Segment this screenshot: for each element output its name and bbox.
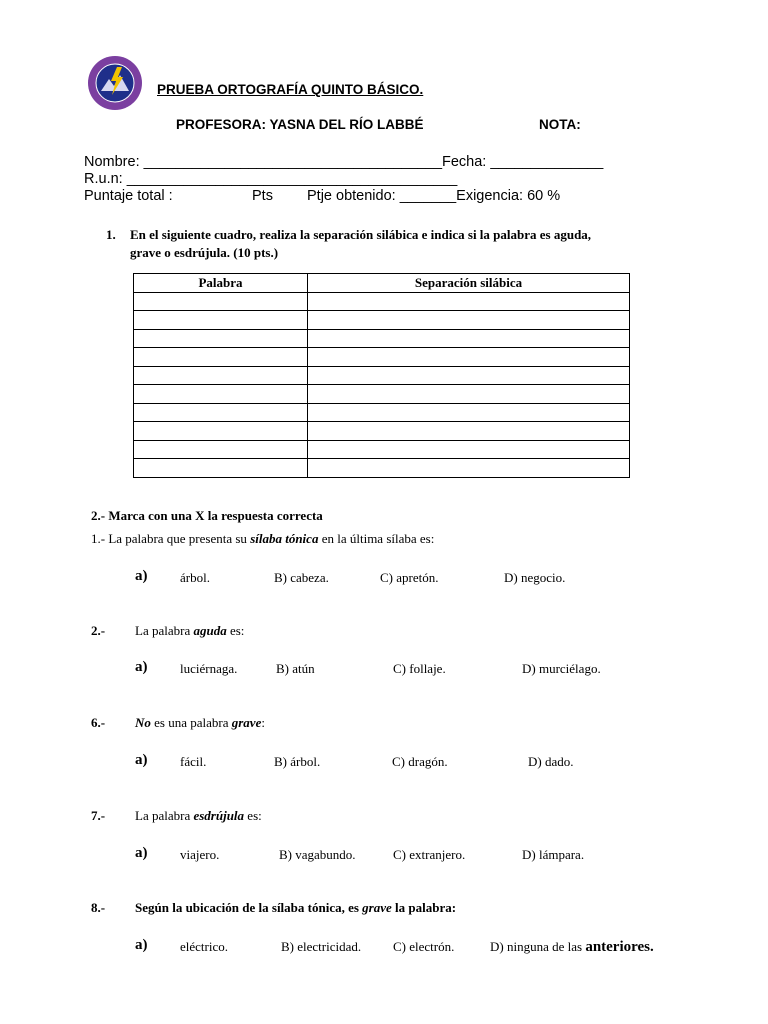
syllable-cell[interactable] [308,385,630,404]
item1-option-a: árbol. [180,570,210,585]
item6-prompt: No es una palabra grave: [135,715,265,730]
syllable-cell[interactable] [308,440,630,459]
word-cell[interactable] [134,366,308,385]
q1-number: 1. [106,227,116,242]
item2-number: 2.- [91,623,106,638]
item1-option-c: C) apretón. [380,570,439,585]
item2-prompt: La palabra aguda es: [135,623,245,638]
item2-option-a: luciérnaga. [180,661,238,676]
item2-option-c: C) follaje. [393,661,446,676]
table-header-word: Palabra [134,274,308,293]
item7-option-a: viajero. [180,847,220,862]
word-cell[interactable] [134,403,308,422]
table-row [134,311,630,330]
q1-text-line1: En el siguiente cuadro, realiza la separación silábica e indica si la palabra es aguda, [130,227,592,242]
word-cell[interactable] [134,459,308,478]
item7-number: 7.- [91,808,106,823]
pts-label: Pts [252,188,273,204]
page-title: PRUEBA ORTOGRAFÍA QUINTO BÁSICO. [157,82,424,97]
section2-heading: 2.- Marca con una X la respuesta correcta [91,508,323,523]
item8-option-a-label: a) [135,937,148,953]
syllable-cell[interactable] [308,311,630,330]
word-cell[interactable] [134,348,308,367]
syllable-cell[interactable] [308,459,630,478]
item7-option-a-label: a) [135,845,148,861]
item7-option-d: D) lámpara. [522,847,585,862]
table-row [134,366,630,385]
word-cell[interactable] [134,329,308,348]
word-cell[interactable] [134,311,308,330]
item6-option-c: C) dragón. [392,754,448,769]
item2-option-d: D) murciélago. [522,661,601,676]
syllable-table [133,273,630,478]
table-row [134,385,630,404]
item6-option-b: B) árbol. [274,754,321,769]
item8-number: 8.- [91,900,106,915]
word-cell[interactable] [134,440,308,459]
item8-option-c: C) electrón. [393,939,455,954]
item7-prompt: La palabra esdrújula es: [135,808,262,823]
item2-option-a-label: a) [135,659,148,675]
table-row [134,440,630,459]
item2-option-b: B) atún [276,661,315,676]
item1-prompt: 1.- La palabra que presenta su sílaba tónica en la última sílaba es: [91,531,435,546]
table-row [134,348,630,367]
item8-option-d: D) ninguna de las anteriores. [490,939,654,955]
item6-number: 6.- [91,715,106,730]
grade-label: NOTA: [539,117,581,132]
q1-text-line2: grave o esdrújula. (10 pts.) [130,245,279,260]
item6-option-a: fácil. [180,754,207,769]
syllable-cell[interactable] [308,366,630,385]
item1-option-a-label: a) [135,568,148,584]
score-obtained-field: Ptje obtenido: _______Exigencia: 60 % [307,188,561,204]
table-row [134,329,630,348]
table-row [134,292,630,311]
item1-option-d: D) negocio. [504,570,566,585]
run-field: R.u.n: _________________________________________ [84,171,458,187]
table-row [134,459,630,478]
item6-option-d: D) dado. [528,754,574,769]
teacher-name: PROFESORA: YASNA DEL RÍO LABBÉ [176,117,424,132]
item7-option-b: B) vagabundo. [279,847,356,862]
syllable-cell[interactable] [308,348,630,367]
item7-option-c: C) extranjero. [393,847,466,862]
item8-option-a: eléctrico. [180,939,228,954]
table-row [134,403,630,422]
school-crest-icon [87,55,143,111]
syllable-cell[interactable] [308,403,630,422]
syllable-cell[interactable] [308,422,630,441]
word-cell[interactable] [134,292,308,311]
syllable-cell[interactable] [308,292,630,311]
item8-option-b: B) electricidad. [281,939,362,954]
name-date-field: Nombre: _____________________________________Fecha: ______________ [84,154,604,170]
table-header-syllables: Separación silábica [308,274,630,293]
score-total-label: Puntaje total : [84,188,173,204]
item6-option-a-label: a) [135,752,148,768]
item1-option-b: B) cabeza. [274,570,329,585]
item8-prompt: Según la ubicación de la sílaba tónica, es grave la palabra: [135,900,457,915]
word-cell[interactable] [134,422,308,441]
syllable-cell[interactable] [308,329,630,348]
word-cell[interactable] [134,385,308,404]
table-row [134,422,630,441]
